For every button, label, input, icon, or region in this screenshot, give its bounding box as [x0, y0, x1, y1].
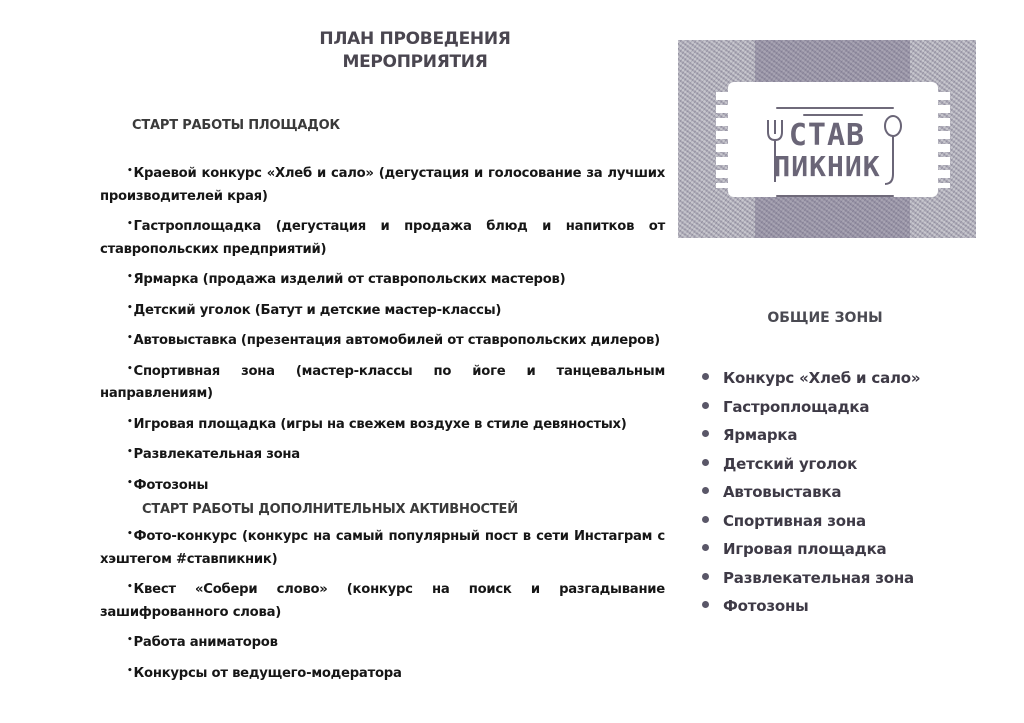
logo-divider	[776, 195, 894, 197]
bullet-icon	[702, 573, 709, 580]
bullet-icon	[702, 402, 709, 409]
bullet-icon	[702, 516, 709, 523]
list-item: •Спортивная зона (мастер-классы по йоге и танцевальным направлениям)	[100, 363, 665, 401]
zone-item: Автовыставка	[702, 478, 920, 507]
bullet-icon: •	[127, 635, 133, 645]
title-line-1: ПЛАН ПРОВЕДЕНИЯ	[319, 29, 511, 49]
list-item: •Работа аниматоров	[127, 635, 278, 650]
zone-item: Гастроплощадка	[702, 393, 920, 422]
zone-item: Развлекательная зона	[702, 564, 920, 593]
bullet-icon: •	[127, 416, 133, 427]
list-item: •Конкурсы от ведущего-модератора	[127, 665, 402, 681]
bullet-icon: •	[127, 363, 133, 374]
bullet-icon: •	[127, 302, 133, 313]
bullet-icon: •	[127, 529, 133, 539]
logo-divider	[776, 107, 894, 109]
list-item: •Развлекательная зона	[127, 447, 300, 462]
bullet-icon: •	[127, 447, 133, 457]
zones-heading: ОБЩИЕ ЗОНЫ	[767, 310, 883, 326]
logo-divider	[803, 114, 863, 116]
section-heading-activities: СТАРТ РАБОТЫ ДОПОЛНИТЕЛЬНЫХ АКТИВНОСТЕЙ	[142, 502, 518, 517]
list-item: •Детский уголок (Батут и детские мастер-классы)	[127, 302, 502, 318]
page-title	[290, 28, 540, 74]
bullet-icon: •	[127, 665, 133, 676]
list-item: •Фотозоны	[127, 477, 209, 493]
zones-list	[702, 364, 920, 621]
bullet-icon: •	[127, 582, 133, 592]
zone-item: Детский уголок	[702, 450, 920, 479]
bullet-icon: •	[127, 272, 133, 282]
zone-item: Фотозоны	[702, 592, 920, 621]
list-item: •Автовыставка (презентация автомобилей от ставропольских дилеров)	[127, 333, 660, 348]
zone-item: Спортивная зона	[702, 507, 920, 536]
bullet-icon	[702, 487, 709, 494]
list-item: •Фото-конкурс (конкурс на самый популярный пост в сети Инстаграм с хэштегом #ставпикник)	[100, 529, 665, 567]
list-item: •Краевой конкурс «Хлеб и сало» (дегустация и голосование за лучших производителей края)	[100, 166, 665, 204]
list-item: •Ярмарка (продажа изделий от ставропольских мастеров)	[127, 272, 566, 287]
zone-item: Игровая площадка	[702, 535, 920, 564]
logo-text-piknik: ПИКНИК	[773, 150, 881, 183]
bullet-icon: •	[127, 166, 133, 176]
zone-item: Ярмарка	[702, 421, 920, 450]
bullet-icon: •	[127, 477, 133, 488]
bullet-icon: •	[127, 333, 133, 343]
logo-text-stav: СТАВ	[788, 118, 866, 153]
bullet-icon	[702, 373, 709, 380]
zone-item: Конкурс «Хлеб и сало»	[702, 364, 920, 393]
list-item: •Игровая площадка (игры на свежем воздухе в стиле девяностых)	[127, 416, 627, 432]
title-line-2: МЕРОПРИЯТИЯ	[342, 52, 488, 72]
section-heading-venues: СТАРТ РАБОТЫ ПЛОЩАДОК	[132, 118, 340, 133]
bullet-icon	[702, 601, 709, 608]
list-item: •Квест «Собери слово» (конкурс на поиск и разгадывание зашифрованного слова)	[100, 582, 665, 620]
bullet-icon	[702, 430, 709, 437]
bullet-icon	[702, 544, 709, 551]
venues-list	[100, 160, 665, 502]
list-item: •Гастроплощадка (дегустация и продажа блюд и напитков от ставропольских предприятий)	[100, 219, 665, 257]
bullet-icon: •	[127, 219, 133, 229]
bullet-icon	[702, 459, 709, 466]
stavpiknik-logo	[678, 40, 976, 238]
activities-list	[100, 523, 665, 690]
